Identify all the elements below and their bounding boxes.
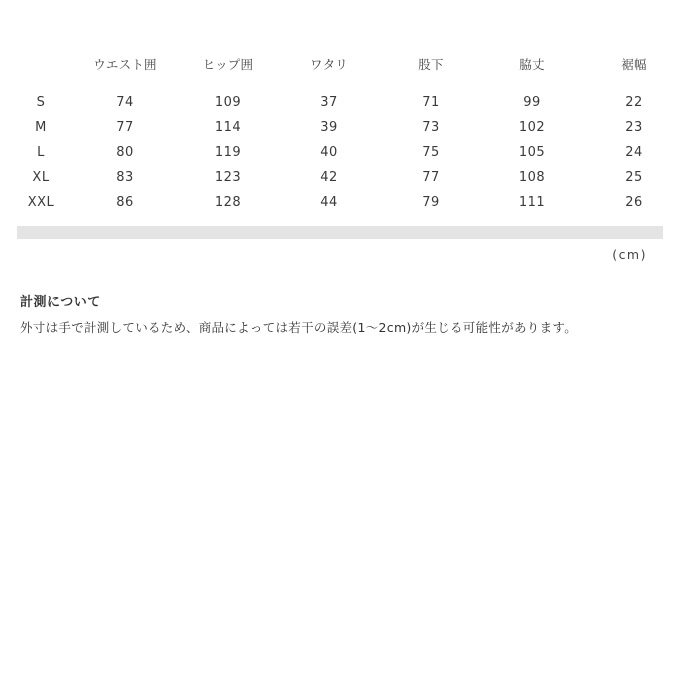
hip-value: 119 bbox=[214, 145, 242, 160]
side-length-value: 111 bbox=[518, 195, 546, 210]
table-header-row bbox=[18, 40, 663, 90]
header-hem-width: 裾幅 bbox=[621, 57, 647, 72]
waist-value: 74 bbox=[116, 95, 134, 110]
size-label: M bbox=[35, 120, 47, 135]
header-waist: ウエスト囲 bbox=[93, 57, 157, 72]
hem-width-value: 23 bbox=[625, 120, 643, 135]
table-divider-bar bbox=[17, 226, 663, 239]
side-length-value: 102 bbox=[518, 120, 546, 135]
hem-width-value: 22 bbox=[625, 95, 643, 110]
inseam-value: 75 bbox=[422, 145, 440, 160]
inseam-value: 71 bbox=[422, 95, 440, 110]
hip-value: 114 bbox=[214, 120, 242, 135]
size-table bbox=[18, 40, 663, 215]
header-inseam: 股下 bbox=[418, 57, 444, 72]
header-side-length: 脇丈 bbox=[519, 57, 545, 72]
waist-value: 86 bbox=[116, 195, 134, 210]
table-row bbox=[18, 115, 663, 140]
size-label: S bbox=[36, 95, 46, 110]
measurement-title: 計測について bbox=[20, 295, 101, 310]
table-row bbox=[18, 190, 663, 215]
size-label: XXL bbox=[27, 195, 55, 210]
table-row bbox=[18, 90, 663, 115]
size-label: XL bbox=[32, 170, 50, 185]
thigh-value: 39 bbox=[320, 120, 338, 135]
hip-value: 123 bbox=[214, 170, 242, 185]
thigh-value: 40 bbox=[320, 145, 338, 160]
inseam-value: 73 bbox=[422, 120, 440, 135]
table-row bbox=[18, 165, 663, 190]
inseam-value: 77 bbox=[422, 170, 440, 185]
thigh-value: 42 bbox=[320, 170, 338, 185]
table-row bbox=[18, 140, 663, 165]
thigh-value: 37 bbox=[320, 95, 338, 110]
hem-width-value: 26 bbox=[625, 195, 643, 210]
waist-value: 83 bbox=[116, 170, 134, 185]
hip-value: 109 bbox=[214, 95, 242, 110]
thigh-value: 44 bbox=[320, 195, 338, 210]
side-length-value: 99 bbox=[523, 95, 541, 110]
measurement-text: 外寸は手で計測しているため、商品によっては若干の誤差(1〜2cm)が生じる可能性があります。 bbox=[20, 320, 578, 335]
unit-note: (cm) bbox=[612, 247, 647, 262]
size-label: L bbox=[37, 145, 45, 160]
waist-value: 77 bbox=[116, 120, 134, 135]
waist-value: 80 bbox=[116, 145, 134, 160]
header-hip: ヒップ囲 bbox=[202, 57, 254, 72]
hem-width-value: 25 bbox=[625, 170, 643, 185]
side-length-value: 105 bbox=[518, 145, 546, 160]
side-length-value: 108 bbox=[518, 170, 546, 185]
inseam-value: 79 bbox=[422, 195, 440, 210]
header-thigh: ワタリ bbox=[310, 57, 348, 72]
hip-value: 128 bbox=[214, 195, 242, 210]
hem-width-value: 24 bbox=[625, 145, 643, 160]
